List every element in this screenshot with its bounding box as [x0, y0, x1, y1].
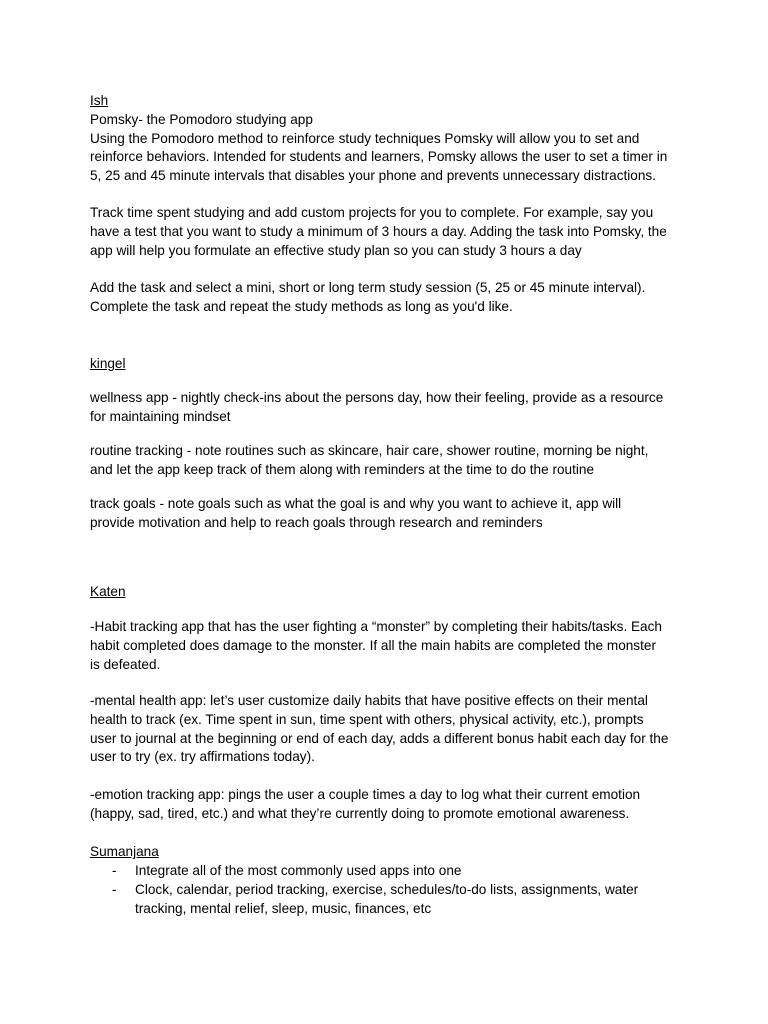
text-line: -mental health app: let’s user customize daily habits that have positive effects on their mental	[90, 693, 648, 708]
text-line: provide motivation and help to reach goals through research and reminders	[90, 514, 543, 530]
text-line: user to journal at the beginning or end of each day, adds a different bonus habit each day for the	[90, 730, 669, 746]
section-heading-ish: Ish	[90, 93, 109, 108]
paragraph	[90, 389, 690, 427]
text-line: -emotion tracking app: pings the user a couple times a day to log what their current emotion	[90, 787, 641, 802]
text-line: wellness app - nightly check-ins about the persons day, how their feeling, provide as a resource	[90, 390, 664, 405]
list-item	[90, 862, 690, 881]
text-line: Using the Pomodoro method to reinforce study techniques Pomsky will allow you to set and	[90, 130, 640, 146]
text-line: app will help you formulate an effective study plan so you can study 3 hours a day	[90, 242, 582, 258]
list-item	[90, 881, 690, 919]
text-line: is defeated.	[90, 656, 161, 672]
section-heading-sumanjana: Sumanjana	[90, 844, 159, 859]
text-line: Integrate all of the most commonly used apps into one	[135, 863, 462, 878]
bullet-dash: -	[112, 863, 117, 878]
paragraph	[90, 786, 690, 824]
bullet-dash: -	[112, 881, 117, 897]
text-line: routine tracking - note routines such as skincare, hair care, shower routine, morning be night,	[90, 443, 649, 458]
paragraph	[90, 204, 690, 260]
text-line: habit completed does damage to the monster. If all the main habits are completed the monster	[90, 637, 656, 653]
section-heading-kingel: kingel	[90, 356, 126, 371]
section-ish	[90, 92, 690, 186]
paragraph	[90, 442, 690, 480]
text-line: health to track (ex. Time spent in sun, time spent with others, physical activity, etc.), prompts	[90, 711, 644, 727]
text-line: -Habit tracking app that has the user fighting a “monster” by completing their habits/tasks. Each	[90, 619, 662, 634]
paragraph	[90, 495, 690, 533]
text-line: Track time spent studying and add custom projects for you to complete. For example, say you	[90, 205, 654, 220]
section-kingel	[90, 355, 690, 374]
text-line: track goals - note goals such as what the goal is and why you want to achieve it, app will	[90, 496, 622, 511]
text-line: 5, 25 and 45 minute intervals that disables your phone and prevents unnecessary distractions.	[90, 168, 656, 184]
text-line: user to try (ex. try affirmations today).	[90, 749, 315, 765]
text-line: for maintaining mindset	[90, 408, 231, 424]
section-katen	[90, 583, 690, 602]
section-sumanjana	[90, 843, 690, 862]
app-title-pomsky: Pomsky- the Pomodoro studying app	[90, 111, 313, 127]
paragraph	[90, 692, 690, 767]
text-line: and let the app keep track of them along with reminders at the time to do the routine	[90, 461, 595, 477]
text-line: reinforce behaviors. Intended for students and learners, Pomsky allows the user to set a timer in	[90, 149, 668, 165]
paragraph	[90, 130, 690, 186]
text-line: Add the task and select a mini, short or long term study session (5, 25 or 45 minute interval).	[90, 280, 646, 295]
section-heading-katen: Katen	[90, 584, 126, 599]
text-line: Clock, calendar, period tracking, exercise, schedules/to-do lists, assignments, water	[135, 881, 639, 897]
paragraph	[90, 618, 690, 674]
bullet-list	[90, 862, 690, 918]
text-line: tracking, mental relief, sleep, music, finances, etc	[135, 900, 432, 916]
paragraph	[90, 279, 690, 317]
text-line: Complete the task and repeat the study methods as long as you'd like.	[90, 298, 513, 314]
text-line: have a test that you want to study a minimum of 3 hours a day. Adding the task into Pomsky, the	[90, 223, 667, 239]
text-line: (happy, sad, tired, etc.) and what they’re currently doing to promote emotional awareness.	[90, 805, 630, 821]
